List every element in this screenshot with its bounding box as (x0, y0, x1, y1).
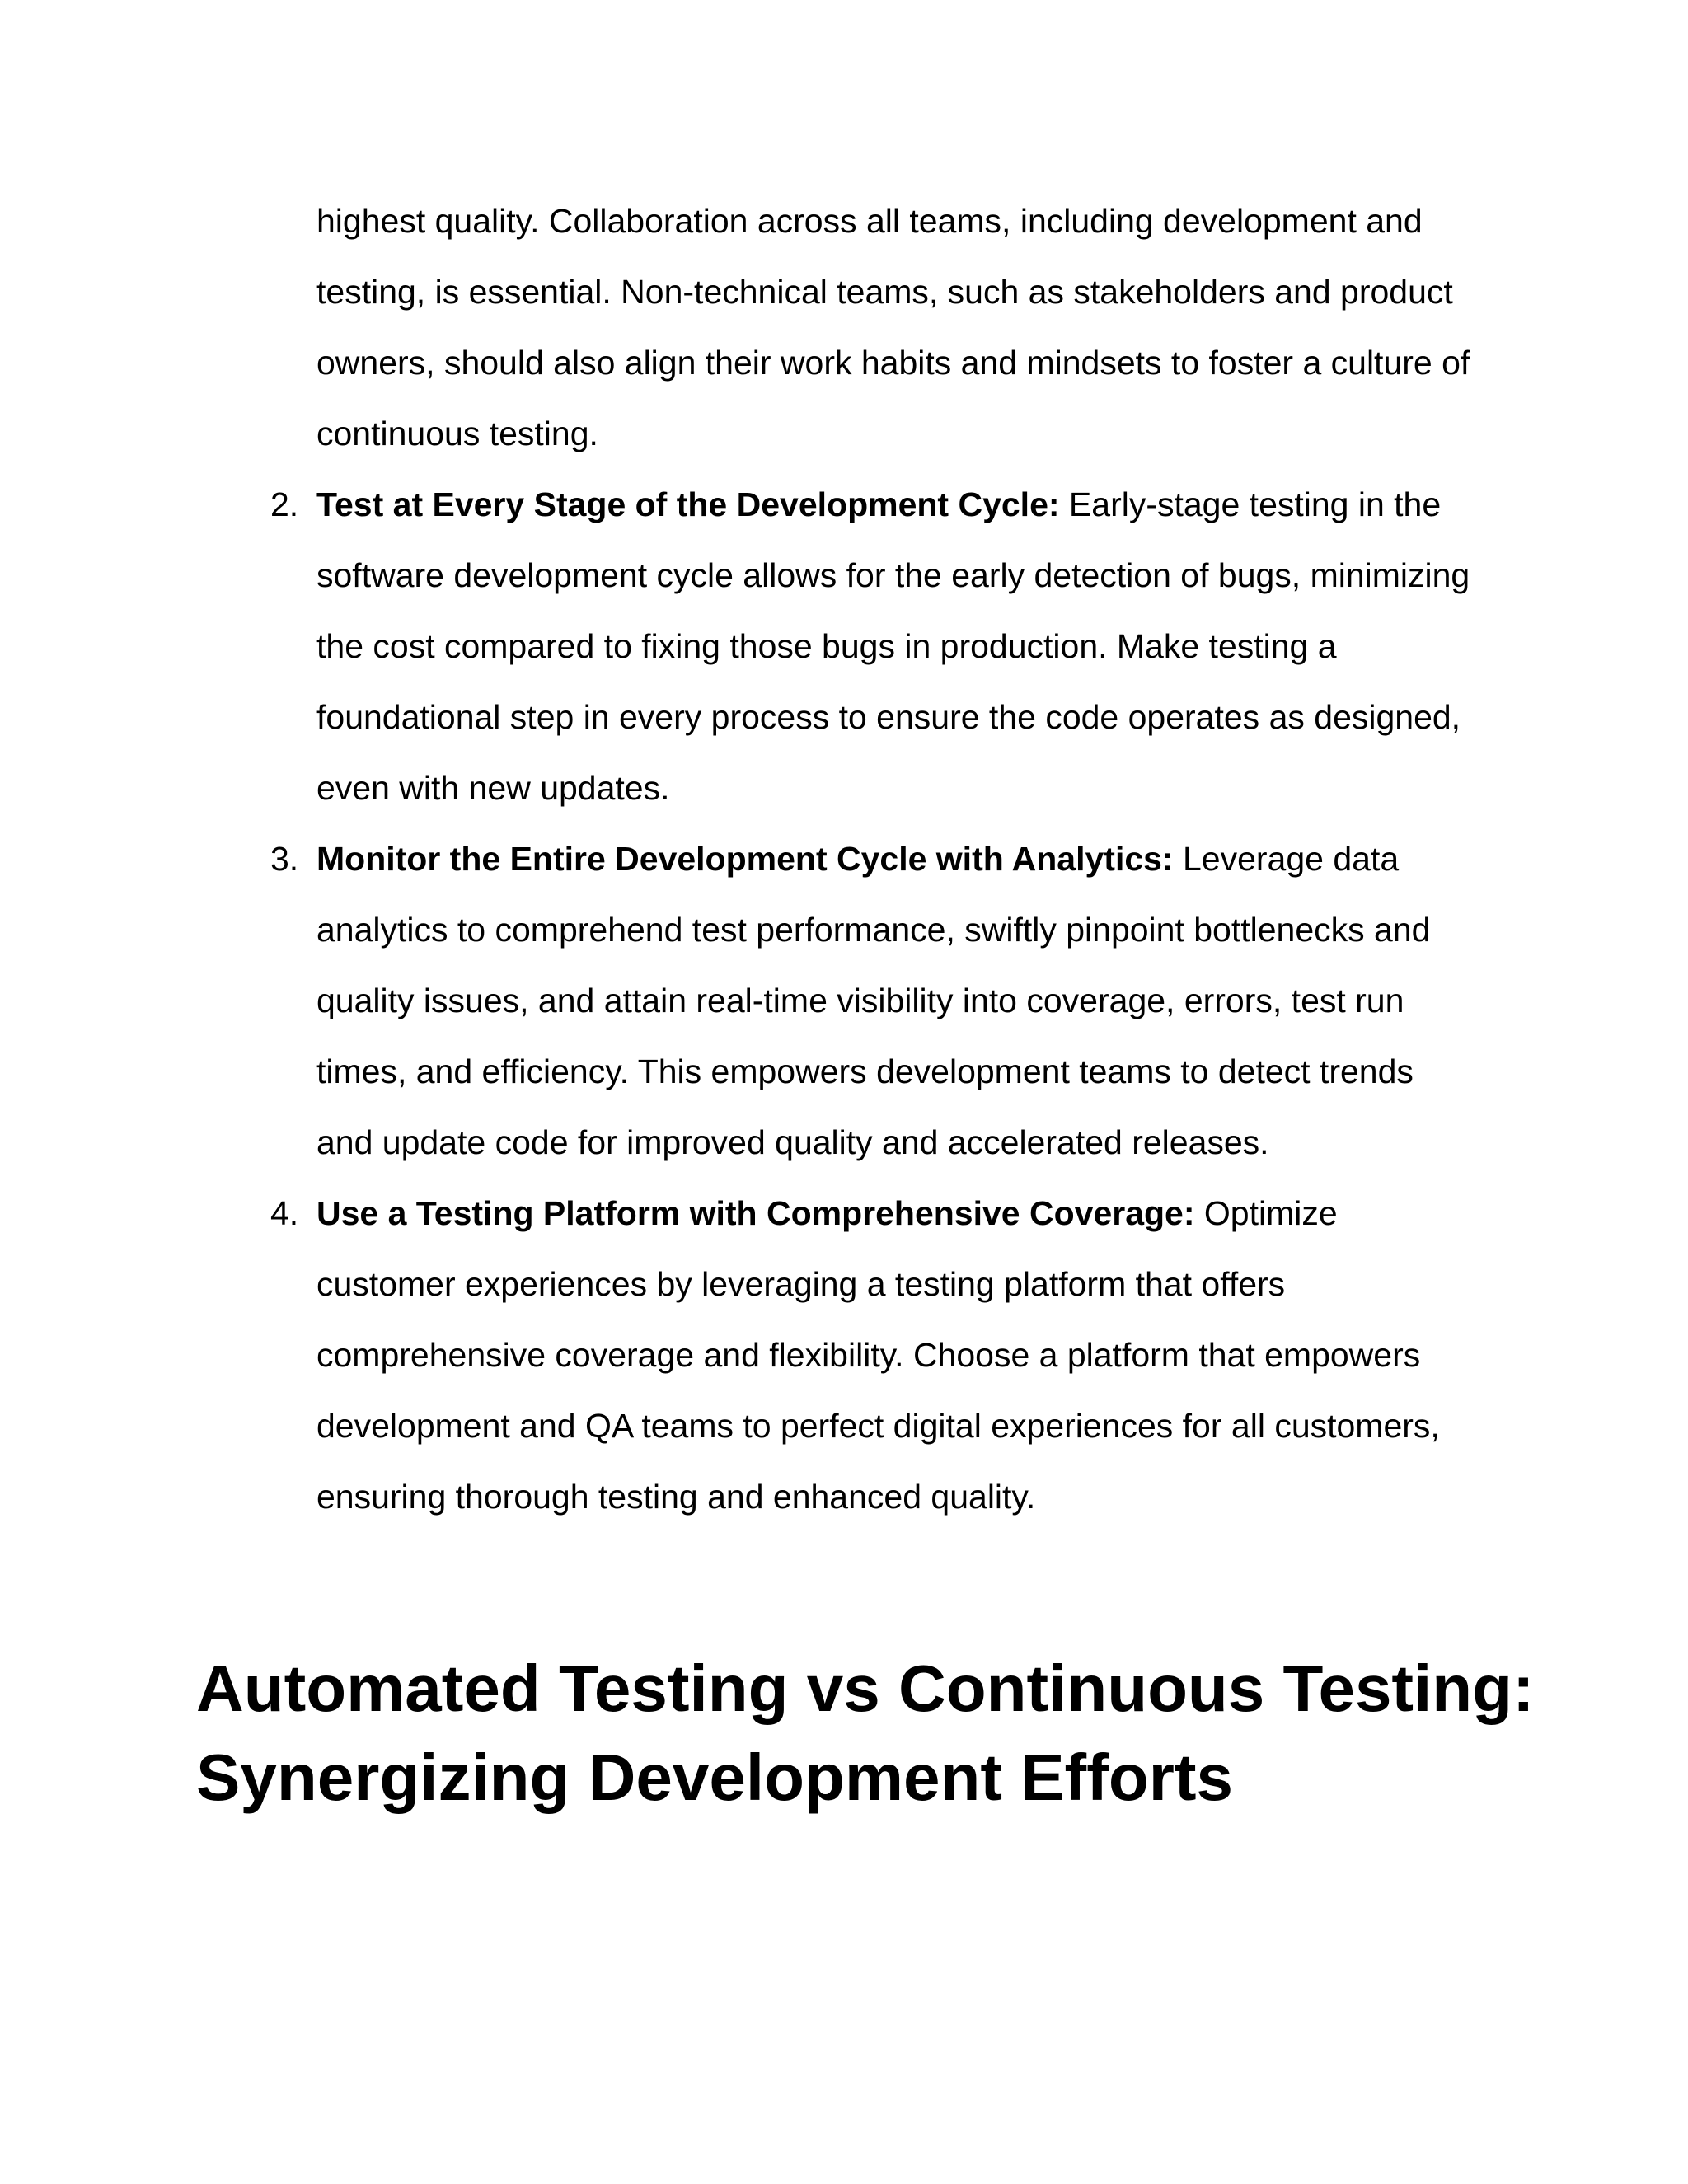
list-item-continuation-text: highest quality. Collaboration across all teams, including development and testing, is essential. Non-technical teams, such as stakeholders and product owners, should also align their work habits and mindsets to foster a culture of continuous testing. (316, 202, 1470, 452)
list-item-body (316, 823, 1470, 1178)
list-item-continuation (0, 185, 1688, 469)
list-item-3 (0, 823, 1688, 1178)
list-item-body (316, 1178, 1470, 1532)
list-item-number: 3. (270, 840, 299, 878)
list-item-4 (0, 1178, 1688, 1532)
list-item-title: Use a Testing Platform with Comprehensive Coverage: (316, 1194, 1195, 1232)
best-practices-list (0, 185, 1688, 1532)
list-item-number: 4. (270, 1194, 299, 1232)
list-item-2 (0, 469, 1688, 823)
list-item-text: Early-stage testing in the software development cycle allows for the early detection of bugs, minimizing the cost compared to fixing those bugs in production. Make testing a foundational step in every process to ensure the code operates as designed, even with new updates. (316, 485, 1470, 807)
list-item-number: 2. (270, 485, 299, 523)
list-item-title: Test at Every Stage of the Development Cycle: (316, 485, 1060, 523)
list-item-title: Monitor the Entire Development Cycle with Analytics: (316, 840, 1174, 878)
list-item-text: Leverage data analytics to comprehend test performance, swiftly pinpoint bottlenecks and quality issues, and attain real-time visibility into coverage, errors, test run times, and efficiency. This empowers development teams to detect trends and update code for improved quality and accelerated releases. (316, 840, 1431, 1161)
section-heading: Automated Testing vs Continuous Testing: Synergizing Development Efforts (196, 1652, 1535, 1814)
list-item-text: Optimize customer experiences by leveraging a testing platform that offers comprehensive coverage and flexibility. Choose a platform that empowers development and QA teams to perfect digital experiences for all customers, ensuring thorough testing and enhanced quality. (316, 1194, 1440, 1516)
list-item-body (316, 469, 1470, 823)
